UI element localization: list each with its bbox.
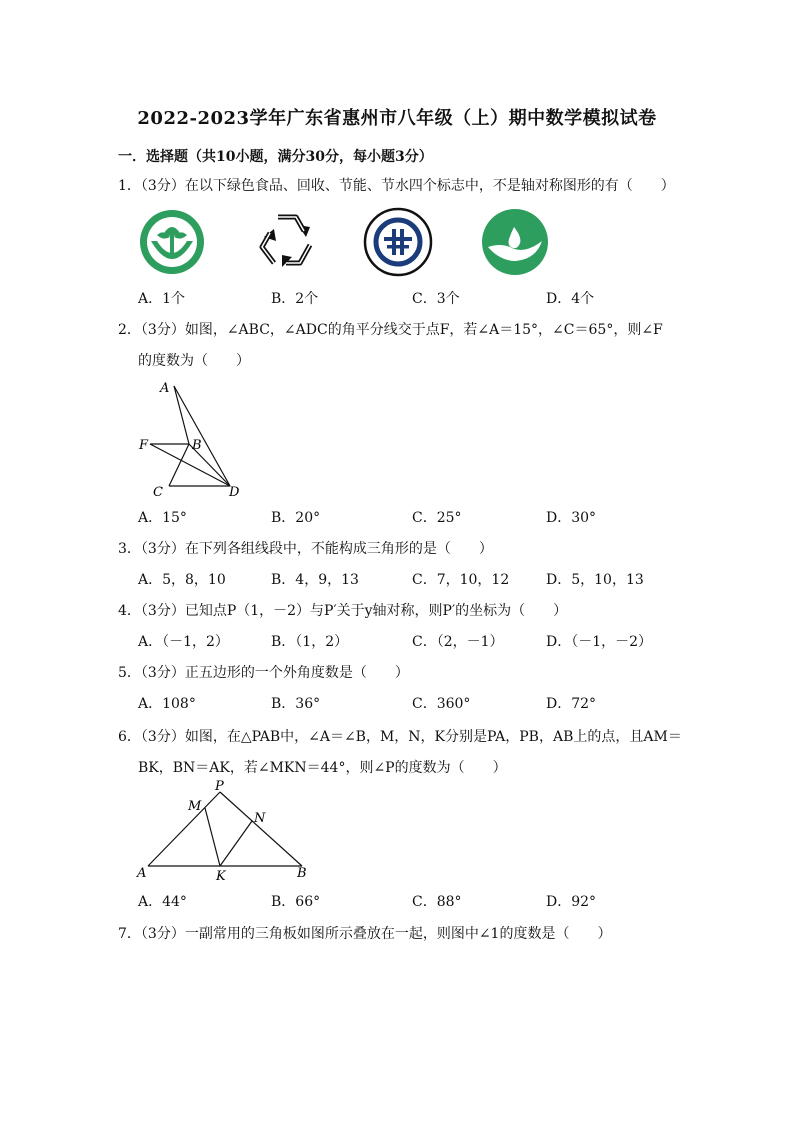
recycle-icon bbox=[252, 207, 322, 277]
water-saving-icon bbox=[480, 207, 550, 277]
option-a[interactable]: A．5，8，10 bbox=[138, 572, 226, 588]
triangle-figure-2 bbox=[130, 376, 260, 502]
label-m: M bbox=[188, 799, 202, 814]
question-6-text: 6．（3分）如图，在△PAB中，∠A＝∠B，M，N，K分别是PA，PB，AB上的点，且AM＝ bbox=[118, 729, 682, 745]
question-5-text: 5．（3分）正五边形的一个外角度数是（ ） bbox=[118, 665, 409, 681]
question-6-options bbox=[138, 892, 698, 912]
question-1-text: 1．（3分）在以下绿色食品、回收、节能、节水四个标志中，不是轴对称图形的有（ ） bbox=[118, 178, 675, 194]
question-3-options bbox=[138, 570, 698, 590]
label-a: A bbox=[160, 381, 170, 396]
option-b[interactable]: B．20° bbox=[271, 510, 321, 526]
question-5-options bbox=[138, 694, 698, 714]
question-7-text: 7．（3分）一副常用的三角板如图所示叠放在一起，则图中∠1的度数是（ ） bbox=[118, 926, 612, 942]
label-d: D bbox=[229, 485, 240, 500]
question-4-text: 4．（3分）已知点P（1，－2）与P′关于y轴对称，则P′的坐标为（ ） bbox=[118, 603, 568, 619]
option-c[interactable]: C．3个 bbox=[412, 291, 460, 307]
option-d[interactable]: D．72° bbox=[546, 696, 597, 712]
label-k: K bbox=[216, 869, 226, 884]
option-b[interactable]: B．36° bbox=[271, 696, 321, 712]
option-d[interactable]: D．92° bbox=[546, 894, 597, 910]
question-6-text-cont: BK，BN＝AK，若∠MKN＝44°，则∠P的度数为（ ） bbox=[138, 760, 507, 776]
label-n: N bbox=[254, 811, 266, 826]
question-2-text-cont: 的度数为（ ） bbox=[138, 353, 250, 369]
option-d[interactable]: D．（－1，－2） bbox=[546, 634, 653, 650]
option-a[interactable]: A．108° bbox=[138, 696, 196, 712]
label-b: B bbox=[192, 438, 202, 453]
triangle-figure-6 bbox=[132, 780, 317, 886]
option-c[interactable]: C．88° bbox=[412, 894, 462, 910]
section-heading: 一．选择题（共10小题，满分30分，每小题3分） bbox=[118, 149, 433, 165]
energy-saving-icon bbox=[363, 207, 433, 277]
question-1-options bbox=[138, 289, 698, 309]
question-3-text: 3．（3分）在下列各组线段中，不能构成三角形的是（ ） bbox=[118, 541, 493, 557]
question-2-text: 2．（3分）如图，∠ABC，∠ADC的角平分线交于点F，若∠A＝15°，∠C＝65°，则∠F bbox=[118, 322, 663, 338]
option-a[interactable]: A．44° bbox=[138, 894, 187, 910]
option-c[interactable]: C．（2，－1） bbox=[412, 634, 504, 650]
option-c[interactable]: C．7，10，12 bbox=[412, 572, 510, 588]
option-d[interactable]: D．30° bbox=[546, 510, 597, 526]
option-d[interactable]: D．5，10，13 bbox=[546, 572, 644, 588]
option-b[interactable]: B．66° bbox=[271, 894, 321, 910]
question-4-options bbox=[138, 632, 698, 652]
question-2-options bbox=[138, 508, 698, 528]
option-c[interactable]: C．25° bbox=[412, 510, 462, 526]
label-f: F bbox=[139, 438, 149, 453]
page-title: 2022-2023学年广东省惠州市八年级（上）期中数学模拟试卷 bbox=[137, 108, 657, 129]
option-a[interactable]: A．15° bbox=[138, 510, 187, 526]
option-b[interactable]: B．4，9，13 bbox=[271, 572, 359, 588]
label-c: C bbox=[153, 485, 163, 500]
green-food-icon bbox=[137, 207, 207, 277]
label-b: B bbox=[297, 866, 307, 881]
label-p: P bbox=[215, 780, 224, 794]
option-c[interactable]: C．360° bbox=[412, 696, 471, 712]
option-a[interactable]: A．1个 bbox=[138, 291, 186, 307]
option-d[interactable]: D．4个 bbox=[546, 291, 595, 307]
option-b[interactable]: B．2个 bbox=[271, 291, 319, 307]
label-a: A bbox=[137, 866, 147, 881]
option-b[interactable]: B．（1，2） bbox=[271, 634, 349, 650]
option-a[interactable]: A．（－1，2） bbox=[138, 634, 229, 650]
